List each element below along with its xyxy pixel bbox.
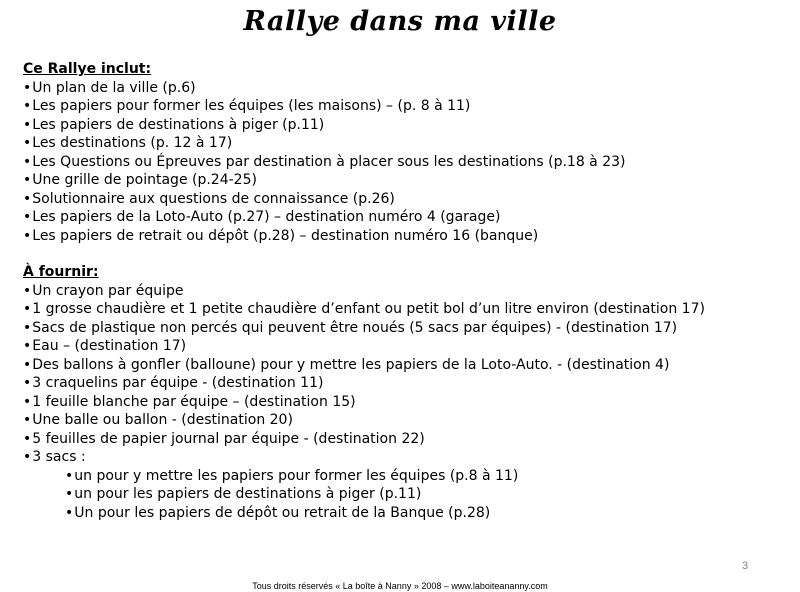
- bullet-icon: •: [23, 116, 32, 133]
- list-item: •Une balle ou ballon - (destination 20): [23, 412, 293, 428]
- list-item: •Un crayon par équipe: [23, 282, 184, 299]
- bullet-icon: •: [23, 319, 32, 336]
- bullet-icon: •: [23, 209, 32, 225]
- bullet-icon: •: [23, 430, 32, 447]
- bullet-icon: •: [23, 282, 32, 299]
- bullet-icon: •: [23, 190, 32, 207]
- bullet-icon: •: [23, 135, 32, 151]
- list-item: •Les papiers de retrait ou dépôt (p.28) – destination numéro 16 (banque): [23, 227, 539, 244]
- section-heading-to-provide: À fournir:: [23, 264, 99, 280]
- list-item: •1 feuille blanche par équipe – (destination 15): [23, 393, 356, 410]
- section-heading-included: Ce Rallye inclut:: [23, 61, 152, 77]
- bullet-icon: •: [65, 467, 74, 484]
- list-item: •Les papiers de la Loto-Auto (p.27) – destination numéro 4 (garage): [23, 209, 501, 225]
- bullet-icon: •: [23, 227, 32, 244]
- list-item: •Eau – (destination 17): [23, 338, 187, 354]
- bullet-icon: •: [23, 301, 32, 317]
- section-spacer: [23, 245, 783, 263]
- bullet-icon: •: [23, 375, 32, 391]
- page-title: Rallye dans ma ville: [243, 6, 557, 37]
- copyright-footer: Tous droits réservés « La boîte à Nanny » 2008 – www.laboiteananny.com: [252, 581, 548, 591]
- bullet-icon: •: [23, 449, 32, 465]
- sub-list-item: •un pour les papiers de destinations à piger (p.11): [65, 486, 422, 502]
- page-number: 3: [742, 560, 749, 572]
- bullet-icon: •: [23, 412, 32, 428]
- bullet-icon: •: [23, 79, 32, 96]
- bullet-icon: •: [23, 153, 32, 170]
- list-item: •Des ballons à gonfler (balloune) pour y mettre les papiers de la Loto-Auto. - (destination 4): [23, 356, 670, 373]
- bullet-icon: •: [65, 486, 74, 502]
- bullet-icon: •: [23, 393, 32, 410]
- list-item: •Les papiers pour former les équipes (les maisons) – (p. 8 à 11): [23, 98, 471, 114]
- document-body: [23, 60, 783, 522]
- bullet-icon: •: [65, 504, 74, 521]
- list-item: •5 feuilles de papier journal par équipe - (destination 22): [23, 430, 425, 447]
- bullet-icon: •: [23, 356, 32, 373]
- list-item: •Sacs de plastique non percés qui peuvent être noués (5 sacs par équipes) - (destination 17): [23, 319, 678, 336]
- list-item: •Les Questions ou Épreuves par destination à placer sous les destinations (p.18 à 23): [23, 153, 626, 170]
- list-item: •Les destinations (p. 12 à 17): [23, 135, 233, 151]
- sub-list-item: •Un pour les papiers de dépôt ou retrait de la Banque (p.28): [65, 504, 491, 521]
- list-item: •Les papiers de destinations à piger (p.11): [23, 116, 325, 133]
- list-item: •3 sacs :: [23, 449, 86, 465]
- bullet-icon: •: [23, 98, 32, 114]
- list-item: •Un plan de la ville (p.6): [23, 79, 196, 96]
- list-item: •3 craquelins par équipe - (destination 11): [23, 375, 324, 391]
- list-item: •Solutionnaire aux questions de connaissance (p.26): [23, 190, 395, 207]
- list-item: •1 grosse chaudière et 1 petite chaudière d’enfant ou petit bol d’un litre environ (destination 17): [23, 301, 705, 317]
- list-item: •Une grille de pointage (p.24-25): [23, 172, 257, 188]
- bullet-icon: •: [23, 172, 32, 188]
- bullet-icon: •: [23, 338, 32, 354]
- sub-list-item: •un pour y mettre les papiers pour former les équipes (p.8 à 11): [65, 467, 519, 484]
